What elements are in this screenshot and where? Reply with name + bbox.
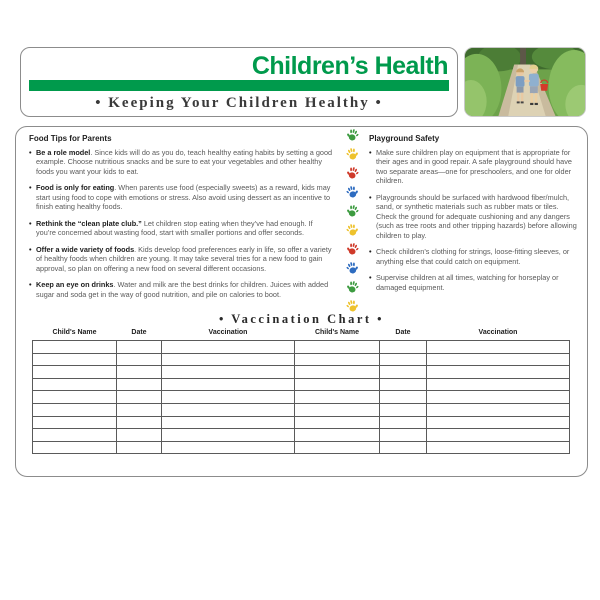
bullet-marker: •	[29, 148, 32, 157]
empty-form-cell[interactable]	[33, 403, 117, 416]
empty-form-cell[interactable]	[117, 403, 162, 416]
empty-form-cell[interactable]	[427, 353, 570, 366]
empty-form-cell[interactable]	[295, 403, 380, 416]
food-tip-lead: Keep an eye on drinks	[36, 280, 114, 290]
empty-form-cell[interactable]	[427, 391, 570, 404]
green-handprint-icon	[345, 280, 360, 294]
bullet-marker: •	[29, 280, 32, 290]
empty-form-cell[interactable]	[33, 416, 117, 429]
empty-form-cell[interactable]	[427, 416, 570, 429]
empty-form-cell[interactable]	[117, 391, 162, 404]
empty-form-cell[interactable]	[162, 429, 295, 442]
column-header-childs-name: Child's Name	[314, 329, 360, 336]
empty-form-cell[interactable]	[162, 366, 295, 379]
green-handprint-icon	[345, 204, 360, 218]
empty-form-cell[interactable]	[117, 429, 162, 442]
empty-form-cell[interactable]	[33, 429, 117, 442]
empty-form-cell[interactable]	[117, 378, 162, 391]
empty-form-cell[interactable]	[295, 353, 380, 366]
table-row	[33, 341, 570, 354]
food-tip-item	[29, 280, 334, 299]
empty-form-cell[interactable]	[380, 353, 427, 366]
green-handprint-icon	[345, 128, 360, 142]
bullet-marker: •	[369, 273, 372, 283]
bullet-marker: •	[29, 183, 32, 193]
empty-form-cell[interactable]	[295, 378, 380, 391]
table-row	[33, 378, 570, 391]
food-tips-section	[29, 134, 334, 306]
empty-form-cell[interactable]	[380, 416, 427, 429]
empty-form-cell[interactable]	[117, 416, 162, 429]
blue-handprint-icon	[345, 261, 360, 275]
table-row	[33, 366, 570, 379]
empty-form-cell[interactable]	[380, 441, 427, 454]
empty-form-cell[interactable]	[162, 353, 295, 366]
column-header-vaccination: Vaccination	[208, 329, 248, 336]
column-header-date: Date	[395, 329, 411, 336]
column-header-vaccination: Vaccination	[478, 329, 518, 336]
vaccination-chart-title: • Vaccination Chart •	[218, 312, 385, 326]
column-header-date: Date	[131, 329, 147, 336]
empty-form-cell[interactable]	[162, 441, 295, 454]
food-tip-text: . Since kids will do as you do, teach healthy eating habits by setting a good example. Choose nutritious snacks and be sure to eat your vegetables and other healthy foods you want your kids to eat.	[36, 148, 333, 176]
food-tip-lead: Offer a wide variety of foods	[36, 244, 135, 254]
empty-form-cell[interactable]	[427, 403, 570, 416]
empty-form-cell[interactable]	[427, 441, 570, 454]
food-tips-heading: Food Tips for Parents	[29, 134, 112, 143]
table-row	[33, 416, 570, 429]
food-tip-lead: Food is only for eating	[36, 183, 115, 193]
empty-form-cell[interactable]	[162, 341, 295, 354]
page-title: Children’s Health	[251, 52, 448, 80]
vaccination-table	[32, 329, 570, 454]
safety-text: Playgrounds should be surfaced with hardwood fiber/mulch, sand, or synthetic materials such as rubber mats or tiles. Check the ground for adequate cushioning and any dangers (such as tree roots and other tripping hazards) before allowing children to play.	[376, 192, 577, 240]
safety-item	[369, 273, 581, 292]
food-tip-text: . Kids develop food preferences early in life, so offer a variety of healthy foods when children are young. It may take several tries for a new food to gain approval, so plan on offering a new food on several different occasions.	[36, 244, 332, 273]
empty-form-cell[interactable]	[162, 403, 295, 416]
column-header-childs-name: Child's Name	[52, 329, 97, 336]
red-handprint-icon	[345, 242, 360, 256]
food-tip-text: . When parents use food (especially sweets) as a reward, kids may start using food to cope with emotions or stress. Also avoid using dessert as an incentive to finish eating healthy foods.	[36, 183, 331, 212]
empty-form-cell[interactable]	[380, 429, 427, 442]
empty-form-cell[interactable]	[380, 366, 427, 379]
playground-safety-heading: Playground Safety	[369, 134, 440, 143]
empty-form-cell[interactable]	[162, 378, 295, 391]
vaccination-table-body	[33, 341, 570, 454]
food-tip-lead: Be a role model	[36, 148, 91, 157]
empty-form-cell[interactable]	[380, 378, 427, 391]
empty-form-cell[interactable]	[295, 416, 380, 429]
empty-form-cell[interactable]	[117, 441, 162, 454]
empty-form-cell[interactable]	[117, 353, 162, 366]
children-photo	[464, 47, 586, 117]
empty-form-cell[interactable]	[33, 441, 117, 454]
empty-form-cell[interactable]	[295, 391, 380, 404]
header-card	[20, 47, 458, 117]
empty-form-cell[interactable]	[427, 341, 570, 354]
food-tip-text: . Water and milk are the best drinks for children. Juices with added sugar and soda get in the way of good nutrition, and pile on calories to boot.	[36, 280, 329, 299]
empty-form-cell[interactable]	[33, 341, 117, 354]
safety-item	[369, 193, 581, 240]
empty-form-cell[interactable]	[380, 341, 427, 354]
food-tip-item	[29, 148, 334, 176]
table-row	[33, 353, 570, 366]
empty-form-cell[interactable]	[33, 353, 117, 366]
empty-form-cell[interactable]	[295, 441, 380, 454]
table-row	[33, 391, 570, 404]
safety-text: Check children’s clothing for strings, loose-fitting sleeves, or anything else that could catch on equipment.	[376, 247, 570, 266]
empty-form-cell[interactable]	[33, 366, 117, 379]
handprint-column	[345, 128, 365, 318]
table-row	[33, 403, 570, 416]
main-content-card	[15, 126, 588, 477]
green-divider-bar	[29, 80, 449, 91]
red-handprint-icon	[345, 166, 360, 180]
bullet-marker: •	[369, 148, 372, 157]
yellow-handprint-icon	[345, 223, 360, 237]
empty-form-cell[interactable]	[380, 403, 427, 416]
bullet-marker: •	[29, 244, 32, 254]
empty-form-cell[interactable]	[427, 366, 570, 379]
food-tip-text: Let children stop eating when they’ve had enough. If you’re concerned about wasting food, start with smaller portions and offer seconds.	[36, 218, 313, 238]
children-walking-illustration	[465, 48, 585, 116]
page-subtitle: • Keeping Your Children Healthy •	[95, 95, 383, 111]
empty-form-cell[interactable]	[295, 429, 380, 442]
empty-form-cell[interactable]	[33, 391, 117, 404]
blue-handprint-icon	[345, 185, 360, 199]
playground-safety-section	[369, 134, 581, 299]
empty-form-cell[interactable]	[162, 391, 295, 404]
table-row	[33, 441, 570, 454]
empty-form-cell[interactable]	[162, 416, 295, 429]
bullet-marker: •	[369, 247, 372, 257]
yellow-handprint-icon	[345, 299, 360, 313]
empty-form-cell[interactable]	[427, 378, 570, 391]
empty-form-cell[interactable]	[295, 366, 380, 379]
safety-text: Supervise children at all times, watching for horseplay or damaged equipment.	[376, 273, 559, 292]
safety-item	[369, 247, 581, 266]
vaccination-table-header-row	[33, 329, 570, 341]
empty-form-cell[interactable]	[33, 378, 117, 391]
bullet-marker: •	[369, 192, 372, 202]
food-tip-lead: Rethink the “clean plate club.”	[36, 218, 142, 228]
bullet-marker: •	[29, 218, 32, 228]
yellow-handprint-icon	[345, 147, 360, 161]
empty-form-cell[interactable]	[117, 366, 162, 379]
empty-form-cell[interactable]	[380, 391, 427, 404]
empty-form-cell[interactable]	[427, 429, 570, 442]
food-tip-item	[29, 245, 334, 273]
empty-form-cell[interactable]	[117, 341, 162, 354]
food-tip-item	[29, 183, 334, 211]
safety-item	[369, 148, 581, 186]
food-tip-item	[29, 219, 334, 238]
empty-form-cell[interactable]	[295, 341, 380, 354]
table-row	[33, 429, 570, 442]
safety-text: Make sure children play on equipment that is appropriate for their ages and in good repair. A safe playground should have two separate areas—one for preschoolers, and one for older children.	[376, 148, 572, 186]
